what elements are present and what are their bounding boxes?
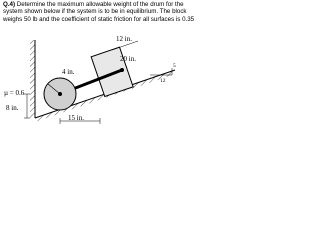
slope-rise-label: 5 (173, 63, 176, 69)
wall-hatching (30, 40, 35, 118)
drum-radius-label: 4 in. (62, 68, 75, 76)
question-text: Determine the maximum allowable weight of the drum for the system shown below if the system is to be in equilibrium. The block weighs 50 lb and the coefficient of static friction for all surfaces is 0.35 (3, 1, 195, 23)
horizontal-dim-label: 15 in. (68, 114, 84, 122)
block-height-label: 20 in. (120, 55, 136, 63)
friction-label: µ = 0.6 (4, 89, 25, 97)
drum-block-diagram (0, 0, 200, 126)
block-width-label: 12 in. (116, 35, 132, 43)
slope-run-label: 12 (160, 78, 166, 84)
question-number: Q.4) (3, 1, 16, 8)
pin-height-label: 8 in. (6, 104, 19, 112)
